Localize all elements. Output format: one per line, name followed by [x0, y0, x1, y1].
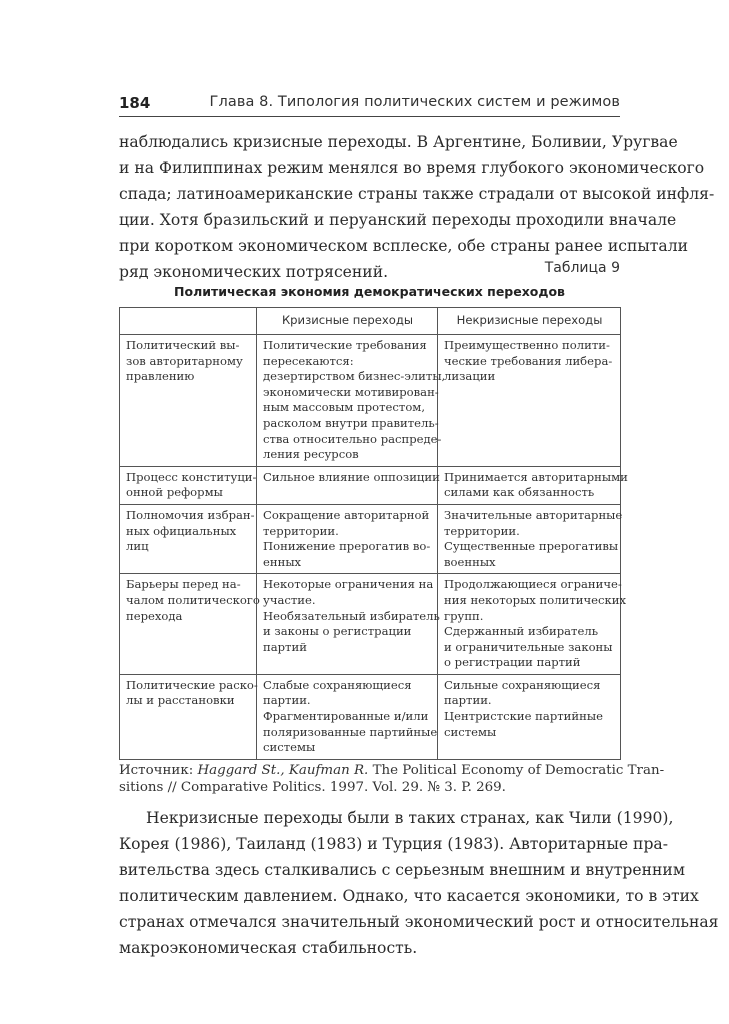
cell-text-line: Политические требования: [263, 338, 427, 352]
cell-text-line: зов авторитарному: [126, 353, 243, 368]
cell-text-line: Принимается авторитарными: [444, 469, 628, 484]
cell-text-line: Преимущественно полити-: [444, 338, 610, 352]
running-title: Глава 8. Типология политических систем и режимов: [209, 94, 620, 110]
crisis-cell: [257, 466, 438, 504]
cell-text-line: поляризованные партийные: [263, 724, 438, 739]
cell-text-line: Центристские партийные: [444, 709, 603, 724]
cell-text-line: ния некоторых политических: [444, 592, 627, 607]
cell-text-line: ных официальных: [126, 523, 237, 538]
cell-text-line: Понижение прерогатив во-: [263, 539, 431, 554]
cell-text-line: Сокращение авторитарной: [263, 507, 430, 522]
cell-text-line: Барьеры перед на-: [126, 577, 241, 592]
cell-text-line: и законы о регистрации: [263, 624, 412, 639]
comparison-table: [119, 307, 628, 760]
cell-text-line: Сдержанный избиратель: [444, 624, 599, 639]
cell-text-line: енных: [263, 554, 302, 569]
cell-text-line: Фрагментированные и/или: [263, 709, 429, 724]
text-line: наблюдались кризисные переходы. В Аргентине, Боливии, Уругвае: [119, 133, 678, 151]
cell-text-line: военных: [444, 554, 496, 569]
text-line: спада; латиноамериканские страны также страдали от высокой инфля-: [119, 185, 715, 203]
table-title: Политическая экономия демократических переходов: [174, 284, 565, 299]
text-line: вительства здесь сталкивались с серьезным внешним и внутренним: [119, 861, 685, 879]
text-line: при коротком экономическом всплеске, обе страны ранее испытали: [119, 237, 689, 255]
crisis-cell: [257, 674, 438, 759]
table-header-row: [120, 308, 621, 335]
crisis-cell: [257, 504, 438, 573]
table-row: [120, 504, 621, 573]
crisis-cell: [257, 574, 438, 675]
text-line: Некризисные переходы были в таких странах, как Чили (1990),: [146, 809, 674, 827]
source-authors: Haggard St., Kaufman R.: [197, 763, 369, 778]
text-line: макроэкономическая стабильность.: [119, 939, 418, 957]
cell-text-line: и ограничительные законы: [444, 639, 613, 654]
cell-text-line: расколом внутри правитель-: [263, 415, 439, 430]
page-number: 184: [119, 94, 151, 112]
cell-text-line: территории.: [444, 523, 520, 538]
cell-text-line: Продолжающиеся ограниче-: [444, 577, 622, 592]
cell-text-line: о регистрации партий: [444, 655, 581, 670]
noncrisis-cell: [438, 574, 627, 675]
cell-text-line: силами как обязанность: [444, 485, 595, 500]
cell-text-line: партии.: [444, 693, 492, 708]
paragraph-2: [119, 805, 719, 961]
cell-text-line: Слабые сохраняющиеся: [263, 677, 412, 692]
cell-text-line: экономически мотивирован-: [263, 384, 439, 399]
cell-text-line: онной реформы: [126, 485, 223, 500]
text-line: политическим давлением. Однако, что касается экономики, то в этих: [119, 887, 699, 905]
cell-text-line: системы: [444, 724, 497, 739]
noncrisis-cell: [438, 674, 621, 759]
crisis-cell: [257, 335, 446, 467]
header-cell-noncrisis: Некризисные переходы: [438, 308, 621, 335]
table-row: [120, 335, 621, 467]
table-row: [120, 466, 621, 504]
cell-text-line: ства относительно распреде-: [263, 431, 442, 446]
source-prefix: Источник:: [119, 763, 198, 778]
cell-text-line: лиц: [126, 539, 149, 554]
table-label: Таблица 9: [544, 260, 620, 276]
row-label-cell: [120, 504, 257, 573]
running-header: [119, 94, 620, 117]
header-cell-empty: [120, 308, 257, 335]
row-label-cell: [120, 335, 257, 467]
cell-text-line: Политические раско-: [126, 677, 258, 692]
cell-text-line: ления ресурсов: [263, 447, 359, 462]
cell-text-line: Полномочия избран-: [126, 507, 255, 522]
cell-text-line: правлению: [126, 369, 195, 384]
cell-text-line: Необязательный избиратель: [263, 608, 440, 623]
cell-text-line: Значительные авторитарные: [444, 507, 623, 522]
row-label-cell: [120, 574, 260, 675]
noncrisis-cell: [438, 335, 621, 467]
cell-text-line: партий: [263, 639, 307, 654]
cell-text-line: дезертирством бизнес-элиты,: [263, 369, 446, 384]
table-row: [120, 674, 621, 759]
row-label-cell: [120, 466, 257, 504]
cell-text-line: партии.: [263, 693, 311, 708]
text-line: Корея (1986), Таиланд (1983) и Турция (1983). Авторитарные пра-: [119, 835, 668, 853]
cell-text-line: Процесс конституци-: [126, 469, 257, 484]
source-line: [119, 762, 665, 779]
cell-text-line: территории.: [263, 523, 339, 538]
cell-text-line: участие.: [263, 592, 316, 607]
cell-text-line: ным массовым протестом,: [263, 400, 426, 415]
cell-text-line: групп.: [444, 608, 484, 623]
cell-text-line: Существенные прерогативы: [444, 539, 619, 554]
header-cell-crisis: Кризисные переходы: [257, 308, 438, 335]
noncrisis-cell: [438, 466, 628, 504]
table-source-note: [119, 762, 665, 796]
cell-text-line: чалом политического: [126, 592, 260, 607]
cell-text-line: Политический вы-: [126, 338, 240, 352]
source-title: The Political Economy of Democratic Tran-: [368, 763, 665, 778]
cell-text-line: лизации: [444, 369, 496, 384]
cell-text-line: ческие требования либера-: [444, 353, 613, 368]
table-row: [120, 574, 621, 675]
cell-text-line: системы: [263, 740, 316, 755]
source-line: sitions // Comparative Politics. 1997. Vol. 29. № 3. P. 269.: [119, 780, 506, 795]
noncrisis-cell: [438, 504, 621, 573]
cell-text-line: Сильные сохраняющиеся: [444, 677, 601, 692]
cell-text-line: перехода: [126, 608, 183, 623]
cell-text-line: Сильное влияние оппозиции: [263, 469, 440, 484]
text-line: странах отмечался значительный экономический рост и относительная: [119, 913, 719, 931]
cell-text-line: лы и расстановки: [126, 693, 235, 708]
cell-text-line: пересекаются:: [263, 353, 354, 368]
row-label-cell: [120, 674, 257, 759]
cell-text-line: Некоторые ограничения на: [263, 577, 434, 592]
text-line: ции. Хотя бразильский и перуанский переходы проходили вначале: [119, 211, 677, 229]
text-line: и на Филиппинах режим менялся во время глубокого экономического: [119, 159, 705, 177]
text-line: ряд экономических потрясений.: [119, 263, 389, 281]
